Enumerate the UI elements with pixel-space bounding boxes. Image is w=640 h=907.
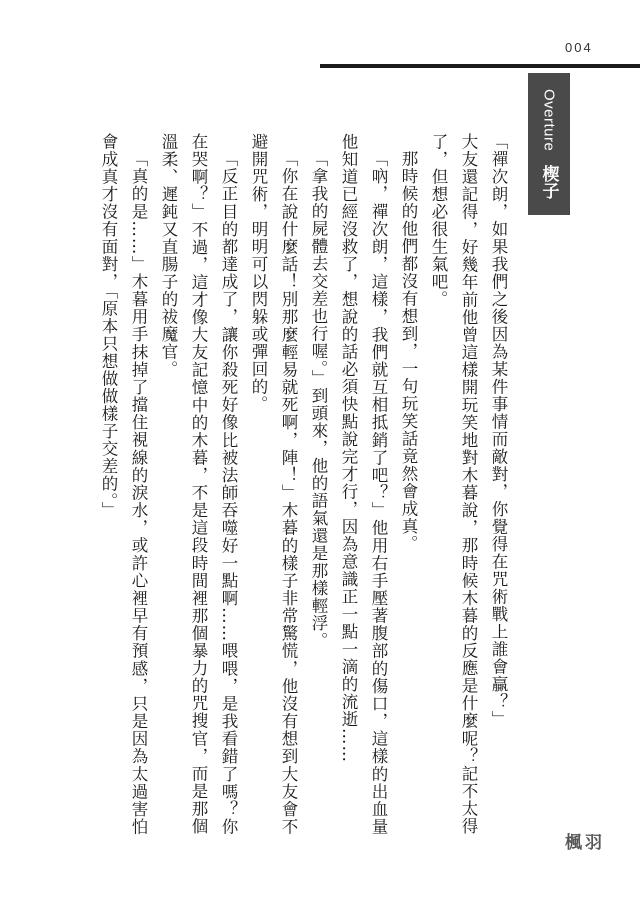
paragraph: 「禪次朗，如果我們之後因為某件事情而敵對，你覺得在咒術戰上誰會贏？」 <box>489 133 508 728</box>
paragraph: 那時候的他們都沒有想到，一句玩笑話竟然會成真。 <box>399 149 418 552</box>
publisher-logo: 楓羽 <box>565 833 605 853</box>
body-text <box>78 133 513 835</box>
paragraph: 「拿我的屍體去交差也行喔。」到頭來，他的語氣還是那樣輕浮。 <box>309 149 328 649</box>
paragraph: 大友還記得，好幾年前他曾這樣開玩笑地對木暮說，那時候木暮的反應是什麼呢？記不太得了，但想必很生氣吧。 <box>429 133 478 835</box>
chapter-title-en: Overture <box>540 88 558 152</box>
paragraph: 「反正目的都達成了，讓你殺死好像比被法師吞噬好一點啊……喂喂，是我看錯了嗎？你在哭啊？」不過，這才像大友記憶中的木暮，不是這段時間裡那個暴力的咒搜官，而是那個溫柔、遲鈍又直腸子的祓魔官。 <box>159 133 238 835</box>
chapter-tab <box>528 73 570 215</box>
chapter-title-zh: 楔子 <box>538 165 559 200</box>
paragraph: 「真的是……」木暮用手抹掉了擋住視線的淚水，或許心裡早有預感，只是因為太過害怕會成真才沒有面對，「原本只想做做樣子交差的。」 <box>99 133 148 835</box>
paragraph: 「吶，禪次朗，這樣，我們就互相抵銷了吧？」他用右手壓著腹部的傷口，這樣的出血量他知道已經沒救了，想說的話必須快點說完才行，因為意識正一點一滴的流逝…… <box>339 133 388 835</box>
header-rule <box>320 64 640 68</box>
paragraph: 「你在說什麼話！別那麼輕易就死啊，陣！」木暮的樣子非常驚慌，他沒有想到大友會不避開咒術，明明可以閃躲或彈回的。 <box>249 133 298 835</box>
page-number: 004 <box>565 40 593 55</box>
